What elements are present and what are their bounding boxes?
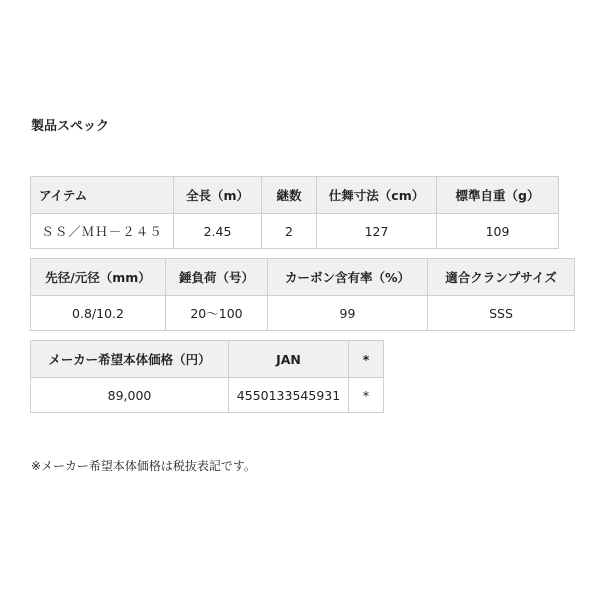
header-asterisk: * xyxy=(349,341,384,378)
spec-table-price xyxy=(30,340,384,413)
header-jan: JAN xyxy=(229,341,349,378)
value-asterisk: * xyxy=(349,378,384,413)
header-carbon-content: カーボン含有率（%） xyxy=(268,259,428,296)
header-item: アイテム xyxy=(31,177,174,214)
price-note: ※メーカー希望本体価格は税抜表記です。 xyxy=(31,459,256,473)
header-price: メーカー希望本体価格（円） xyxy=(31,341,229,378)
table-row xyxy=(31,296,575,331)
header-weight: 標準自重（g） xyxy=(437,177,559,214)
value-item: ＳＳ／ＭＨ－２４５ xyxy=(31,214,174,249)
header-sinker-load: 錘負荷（号） xyxy=(166,259,268,296)
header-closed-length: 仕舞寸法（cm） xyxy=(317,177,437,214)
table-header-row xyxy=(31,259,575,296)
value-price: 89,000 xyxy=(31,378,229,413)
value-sections: 2 xyxy=(262,214,317,249)
value-length: 2.45 xyxy=(174,214,262,249)
value-sinker-load: 20〜100 xyxy=(166,296,268,331)
header-clamp-size: 適合クランプサイズ xyxy=(428,259,575,296)
value-carbon-content: 99 xyxy=(268,296,428,331)
page-title: 製品スペック xyxy=(31,119,110,134)
table-row xyxy=(31,378,384,413)
spec-table-basic xyxy=(30,176,559,249)
table-header-row xyxy=(31,341,384,378)
value-clamp-size: SSS xyxy=(428,296,575,331)
header-tip-butt-diameter: 先径/元径（mm） xyxy=(31,259,166,296)
value-jan: 4550133545931 xyxy=(229,378,349,413)
header-length: 全長（m） xyxy=(174,177,262,214)
header-sections: 継数 xyxy=(262,177,317,214)
table-row xyxy=(31,214,559,249)
value-tip-butt-diameter: 0.8/10.2 xyxy=(31,296,166,331)
spec-table-detail xyxy=(30,258,575,331)
value-weight: 109 xyxy=(437,214,559,249)
table-header-row xyxy=(31,177,559,214)
value-closed-length: 127 xyxy=(317,214,437,249)
